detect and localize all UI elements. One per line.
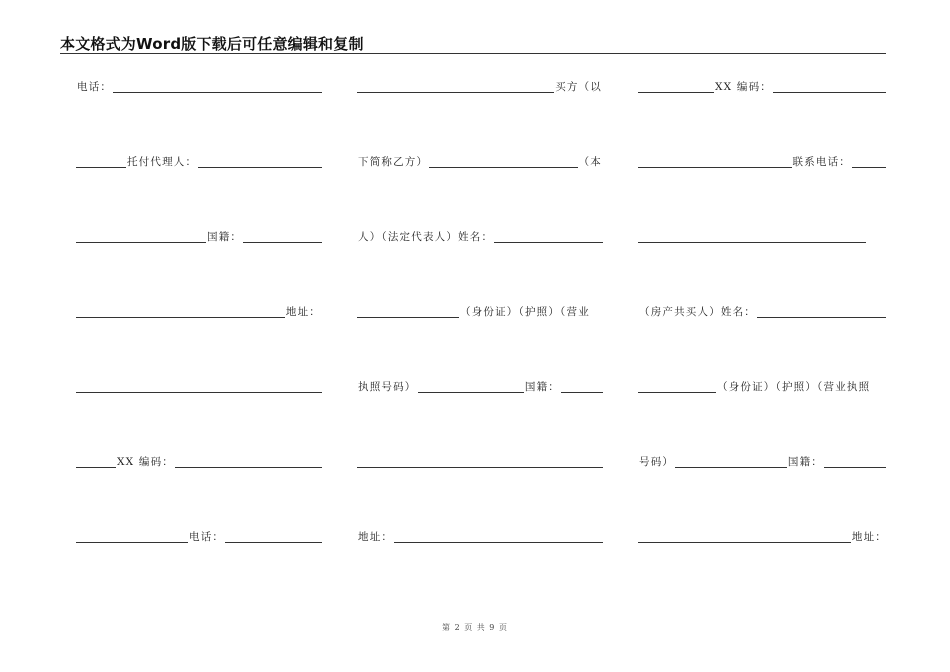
co-buyer-license-field[interactable] <box>675 456 787 468</box>
party-b-label: 下简称乙方） <box>358 156 429 168</box>
license-field[interactable] <box>418 381 524 393</box>
co-buyer-license-line <box>638 454 888 468</box>
blank-field-mid[interactable] <box>357 456 603 468</box>
postcode-line <box>76 454 322 468</box>
address-label-right: 地址： <box>851 531 887 543</box>
co-buyer-field[interactable] <box>757 306 886 318</box>
co-buyer-id-label: （身份证）（护照）（营业执照 <box>717 381 871 393</box>
id-label: （身份证）（护照）（营业 <box>460 306 590 318</box>
postcode-field-right[interactable] <box>773 81 886 93</box>
postcode-prefix-field[interactable] <box>76 456 116 468</box>
phone2-prefix-field[interactable] <box>76 531 188 543</box>
co-buyer-nationality-field[interactable] <box>824 456 886 468</box>
legal-rep-line <box>357 229 603 243</box>
page-number: 第 2 页 共 9 页 <box>442 623 508 632</box>
contact-phone-line <box>638 154 888 168</box>
license-nationality-field[interactable] <box>561 381 603 393</box>
address-field-mid[interactable] <box>394 531 603 543</box>
address-prefix-field[interactable] <box>76 306 285 318</box>
address-label: 地址： <box>285 306 321 318</box>
id-field[interactable] <box>357 306 459 318</box>
nationality-label: 国籍： <box>207 231 243 243</box>
license-nationality-label: 国籍： <box>524 381 560 393</box>
phone-field[interactable] <box>113 81 322 93</box>
nationality-prefix-field[interactable] <box>76 231 206 243</box>
buyer-line <box>357 79 603 93</box>
blank-field-right[interactable] <box>638 231 866 243</box>
co-buyer-nationality-label: 国籍： <box>787 456 823 468</box>
contact-phone-field[interactable] <box>852 156 886 168</box>
postcode-label: XX 编码： <box>117 456 174 468</box>
nationality-field[interactable] <box>243 231 322 243</box>
party-b-line <box>357 154 603 168</box>
phone2-label: 电话： <box>189 531 225 543</box>
nationality-line <box>76 229 322 243</box>
address-line-mid <box>357 529 603 543</box>
postcode-field[interactable] <box>175 456 322 468</box>
license-line <box>357 379 603 393</box>
blank-line-right <box>638 229 866 243</box>
phone-line-2 <box>76 529 322 543</box>
contact-phone-label: 联系电话： <box>792 156 851 168</box>
license-label: 执照号码） <box>358 381 417 393</box>
postcode-label-right: XX 编码： <box>715 81 772 93</box>
id-line <box>357 304 603 318</box>
phone2-field[interactable] <box>225 531 322 543</box>
legal-rep-field[interactable] <box>494 231 603 243</box>
address-line <box>76 304 322 318</box>
co-buyer-license-label: 号码） <box>639 456 675 468</box>
phone-line <box>76 79 322 93</box>
phone-label: 电话： <box>77 81 113 93</box>
co-buyer-line <box>638 304 888 318</box>
postcode-line-right <box>638 79 888 93</box>
address-field-right[interactable] <box>638 531 851 543</box>
party-b-suffix: （本 <box>578 156 602 168</box>
agent-field[interactable] <box>198 156 322 168</box>
buyer-label: 买方（以 <box>555 81 602 93</box>
address-line-right <box>638 529 888 543</box>
agent-prefix-field[interactable] <box>76 156 126 168</box>
address-label-mid: 地址： <box>358 531 394 543</box>
co-buyer-id-field[interactable] <box>638 381 716 393</box>
co-buyer-id-line <box>638 379 888 393</box>
header-divider <box>60 53 886 54</box>
postcode-prefix-right[interactable] <box>638 81 714 93</box>
blank-line-mid <box>357 454 603 468</box>
legal-rep-label: 人）（法定代表人）姓名： <box>358 231 494 243</box>
buyer-field[interactable] <box>357 81 554 93</box>
contact-phone-prefix[interactable] <box>638 156 792 168</box>
blank-field[interactable] <box>76 381 322 393</box>
agent-label: 托付代理人： <box>127 156 198 168</box>
blank-line <box>76 379 322 393</box>
co-buyer-label: （房产共买人）姓名： <box>639 306 756 318</box>
page-header-title: 本文格式为Word版下载后可任意编辑和复制 <box>60 35 364 53</box>
party-b-field[interactable] <box>429 156 577 168</box>
agent-line <box>76 154 322 168</box>
